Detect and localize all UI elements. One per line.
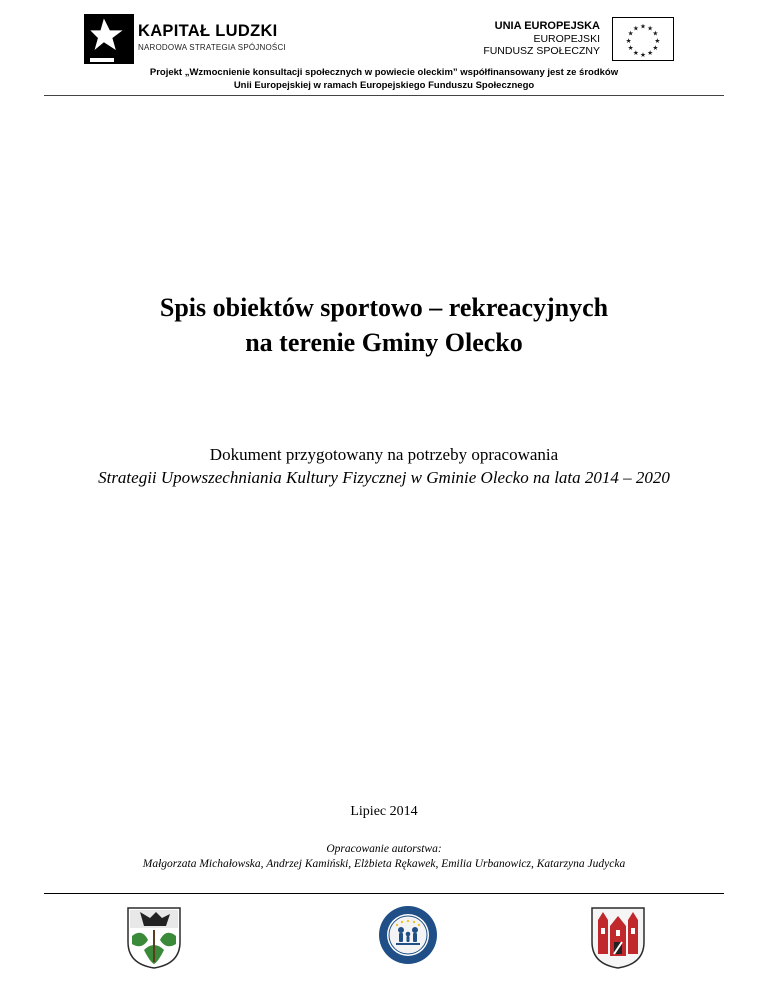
svg-text:★: ★ — [652, 29, 659, 38]
project-line-1: Projekt „Wzmocnienie konsultacji społecznych w powiecie oleckim” współfinansowany jest ze środków — [149, 67, 619, 78]
svg-text:★: ★ — [654, 36, 661, 45]
title-line-2: na terenie Gminy Olecko — [245, 328, 523, 357]
eu-flag-icon — [612, 17, 674, 61]
association-round-seal-icon — [378, 905, 438, 965]
svg-text:★: ★ — [625, 36, 632, 45]
project-line-2: Unii Europejskiej w ramach Europejskiego Funduszu Społecznego — [233, 80, 535, 91]
document-title — [0, 290, 768, 360]
ue-line-1: UNIA EUROPEJSKA — [494, 20, 600, 32]
svg-text:★: ★ — [640, 22, 646, 31]
ue-line-3: FUNDUSZ SPOŁECZNY — [483, 45, 600, 57]
gmina-olecko-crest-icon — [126, 906, 182, 970]
svg-text:★: ★ — [627, 29, 634, 38]
svg-text:★: ★ — [652, 43, 659, 52]
document-date: Lipiec 2014 — [350, 804, 418, 819]
svg-text:★: ★ — [647, 49, 654, 58]
svg-text:★: ★ — [647, 24, 654, 33]
ue-line-2: EUROPEJSKI — [533, 32, 600, 45]
svg-text:★: ★ — [640, 51, 646, 60]
header-divider — [44, 95, 724, 96]
authors-names: Małgorzata Michałowska, Andrzej Kamiński, Elżbieta Rękawek, Emilia Urbanowicz, Katarzyna Judycka — [142, 858, 626, 870]
title-line-1: Spis obiektów sportowo – rekreacyjnych — [159, 293, 609, 322]
intro-line-2: Strategii Upowszechniania Kultury Fizycznej w Gminie Olecko na lata 2014 – 2020 — [98, 468, 670, 487]
kapital-ludzki-logo-icon — [84, 14, 134, 64]
svg-text:★: ★ — [632, 24, 639, 33]
footer-divider — [44, 893, 724, 894]
svg-text:★: ★ — [627, 43, 634, 52]
svg-text:★: ★ — [632, 49, 639, 58]
authors-label: Opracowanie autorstwa: — [326, 843, 442, 855]
eu-fund-label — [483, 20, 600, 58]
intro-line-1: Dokument przygotowany na potrzeby opracowania — [209, 445, 559, 464]
document-intro — [0, 443, 768, 489]
castle-crest-icon — [590, 906, 646, 970]
project-description — [0, 66, 768, 92]
kapital-ludzki-subtitle: NARODOWA STRATEGIA SPÓJNOŚCI — [138, 43, 286, 52]
kapital-ludzki-title: KAPITAŁ LUDZKI — [138, 22, 278, 40]
